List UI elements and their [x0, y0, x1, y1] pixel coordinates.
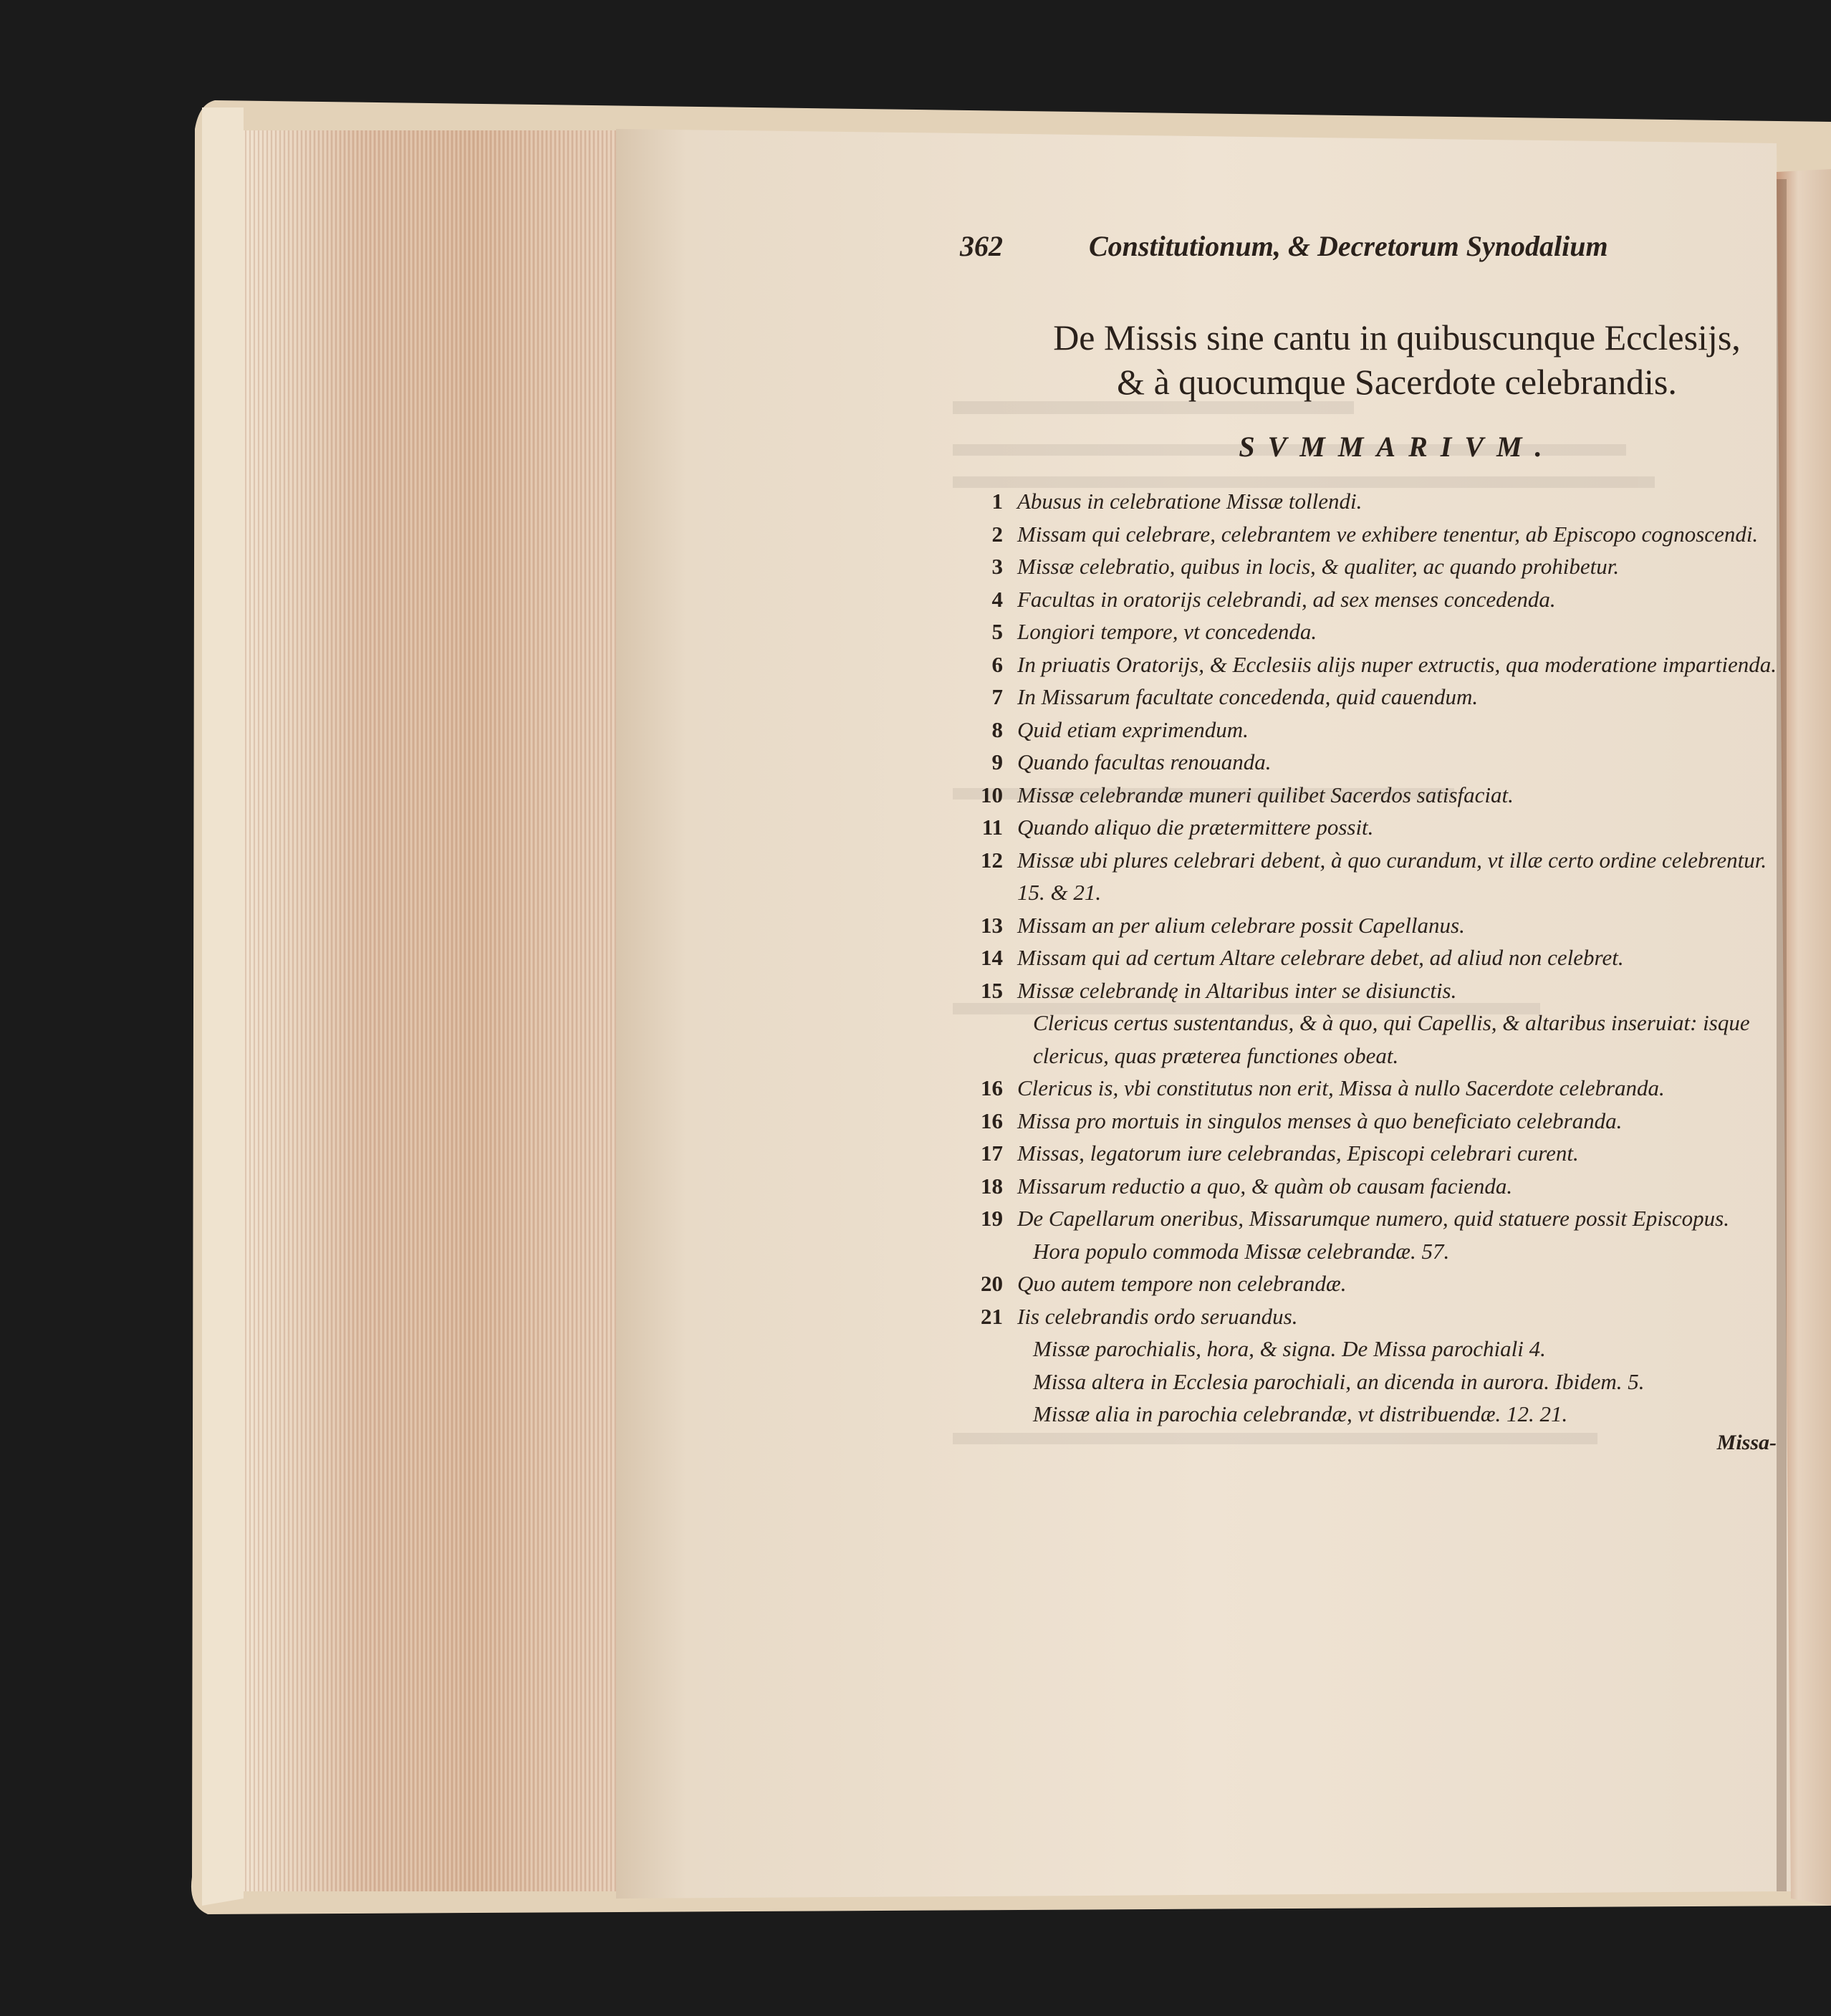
running-head: Constitutionum, & Decretorum Synodalium — [1089, 230, 1608, 262]
entry-text: In priuatis Oratorijs, & Ecclesiis alijs nuper extructis, qua moderatione impartienda. — [1017, 651, 1777, 677]
chapter-title-line-2: & à quocumque Sacerdote celebrandis. — [1117, 362, 1677, 402]
entry-number: 15 — [981, 977, 1003, 1003]
list-item — [960, 811, 1791, 844]
entry-text: Missa pro mortuis in singulos menses à quo beneficiato celebranda. — [1017, 1108, 1623, 1133]
entry-text: Abusus in celebratione Missæ tollendi. — [1017, 489, 1363, 514]
entry-text: Facultas in oratorijs celebrandi, ad sex menses concedenda. — [1017, 586, 1556, 612]
list-item — [960, 681, 1791, 714]
entry-number: 11 — [981, 815, 1003, 840]
entry-number: 17 — [981, 1141, 1003, 1166]
entry-text: Missarum reductio a quo, & quàm ob causam facienda. — [1017, 1173, 1513, 1199]
entry-number: 18 — [981, 1173, 1003, 1199]
entry-text: Quando aliquo die prætermittere possit. — [1017, 815, 1374, 840]
entry-number: 8 — [991, 716, 1003, 742]
entry-number: 6 — [991, 651, 1003, 677]
entry-text: De Capellarum oneribus, Missarumque numero, quid statuere possit Episcopus. — [1017, 1206, 1729, 1231]
entry-number: 20 — [981, 1271, 1003, 1296]
page-number: 362 — [960, 230, 1003, 262]
entry-text: Missæ alia in parochia celebrandæ, vt distribuendæ. 12. 21. — [1033, 1401, 1568, 1426]
entry-text: Missæ celebrandę in Altaribus inter se disiunctis. — [1017, 977, 1457, 1003]
list-item — [960, 746, 1791, 779]
entry-number: 3 — [991, 554, 1003, 579]
entry-text: Missas, legatorum iure celebrandas, Episcopi celebrari curent. — [1017, 1141, 1579, 1166]
entry-number: 5 — [991, 619, 1003, 644]
list-item — [960, 1235, 1791, 1268]
entry-number: 10 — [981, 782, 1003, 807]
list-item — [960, 1072, 1791, 1105]
entry-text: In Missarum facultate concedenda, quid cauendum. — [1017, 684, 1479, 709]
page-text — [960, 229, 1777, 1467]
entry-text: Quando facultas renouanda. — [1017, 749, 1272, 774]
list-item — [960, 1007, 1791, 1072]
entry-text: Quo autem tempore non celebrandæ. — [1017, 1271, 1347, 1296]
catchword: Missa- — [1716, 1430, 1777, 1454]
entry-number: 7 — [991, 684, 1003, 709]
entry-number: 16 — [981, 1108, 1003, 1133]
list-item — [960, 1333, 1791, 1365]
page-header — [960, 229, 1777, 272]
entry-text: Iis celebrandis ordo seruandus. — [1017, 1303, 1298, 1329]
list-item — [960, 941, 1791, 974]
entry-text: Clericus is, vbi constitutus non erit, Missa à nullo Sacerdote celebranda. — [1017, 1075, 1665, 1100]
entry-number: 13 — [981, 912, 1003, 938]
entry-text: Missam qui ad certum Altare celebrare debet, ad aliud non celebret. — [1017, 945, 1624, 970]
list-item — [960, 974, 1791, 1007]
list-item — [960, 909, 1791, 942]
entry-number: 1 — [991, 489, 1003, 514]
list-item — [960, 550, 1791, 583]
list-item — [960, 648, 1791, 681]
list-item — [960, 844, 1791, 909]
entry-text: Quid etiam exprimendum. — [1017, 716, 1249, 742]
entry-text: Clericus certus sustentandus, & à quo, qui Capellis, & altaribus inseruiat: isque clericus, quas præterea functiones obeat. — [1033, 1010, 1750, 1068]
entry-text: Missæ celebratio, quibus in locis, & qualiter, ac quando prohibetur. — [1017, 554, 1620, 579]
entry-number: 21 — [981, 1303, 1003, 1329]
entry-text: Longiori tempore, vt concedenda. — [1017, 619, 1317, 644]
summary-list — [960, 485, 1777, 1431]
entry-text: Missa altera in Ecclesia parochiali, an dicenda in aurora. Ibidem. 5. — [1033, 1368, 1645, 1394]
entry-text: Hora populo commoda Missæ celebrandæ. 57. — [1033, 1238, 1450, 1264]
list-item — [960, 1105, 1791, 1138]
entry-number: 14 — [981, 945, 1003, 970]
entry-number: 19 — [981, 1206, 1003, 1231]
entry-text: Missæ celebrandæ muneri quilibet Sacerdos satisfaciat. — [1017, 782, 1514, 807]
list-item — [960, 1170, 1791, 1203]
list-item — [960, 1267, 1791, 1300]
list-item — [960, 1300, 1791, 1333]
entry-number: 9 — [991, 749, 1003, 774]
list-item — [960, 1398, 1791, 1431]
list-item — [960, 583, 1791, 616]
summarium-heading: SVMMARIVM. — [1239, 431, 1555, 463]
list-item — [960, 779, 1791, 812]
list-item — [960, 714, 1791, 747]
entry-number: 2 — [991, 521, 1003, 547]
list-item — [960, 615, 1791, 648]
entry-number: 4 — [991, 586, 1003, 612]
entry-text: Missam qui celebrare, celebrantem ve exhibere tenentur, ab Episcopo cognoscendi. — [1017, 521, 1759, 547]
entry-number: 16 — [981, 1075, 1003, 1100]
list-item — [960, 1365, 1791, 1398]
chapter-title — [1017, 315, 1777, 404]
entry-number: 12 — [981, 847, 1003, 873]
list-item — [960, 1137, 1791, 1170]
entry-text: Missæ ubi plures celebrari debent, à quo curandum, vt illæ certo ordine celebrentur. 15. & 21. — [1017, 847, 1767, 905]
list-item — [960, 518, 1791, 551]
list-item — [960, 485, 1791, 518]
entry-text: Missæ parochialis, hora, & signa. De Missa parochiali 4. — [1033, 1336, 1546, 1361]
chapter-title-line-1: De Missis sine cantu in quibuscunque Ecclesijs, — [1053, 317, 1741, 357]
list-item — [960, 1202, 1791, 1235]
entry-text: Missam an per alium celebrare possit Capellanus. — [1017, 912, 1465, 938]
